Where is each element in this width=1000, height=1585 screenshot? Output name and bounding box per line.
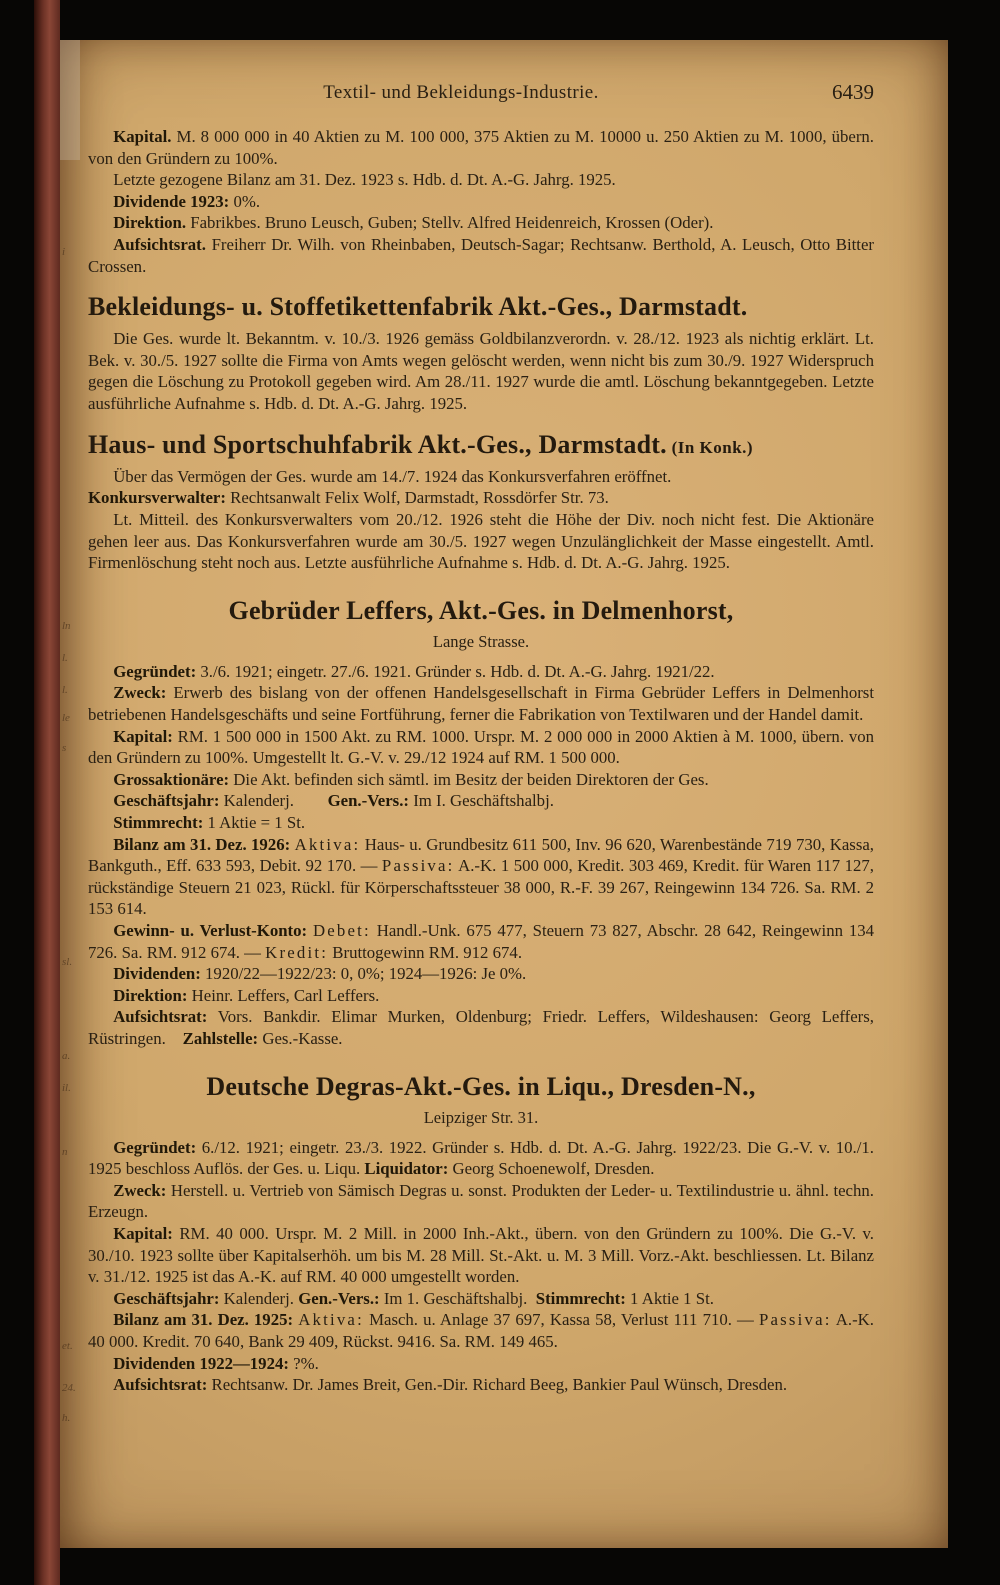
paragraph: Gegründet: 3./6. 1921; eingetr. 27./6. 1921. Gründer s. Hdb. d. Dt. A.-G. Jahrg. 1921/22. (113, 661, 715, 681)
field-label: Direktion. (113, 213, 187, 233)
field-label: Direktion: (113, 985, 188, 1005)
paragraph: Letzte gezogene Bilanz am 31. Dez. 1923 s. Hdb. d. Dt. A.-G. Jahrg. 1925. (113, 170, 616, 190)
field-label: Aufsichtsrat: (113, 1375, 208, 1395)
field-label: Zweck: (113, 683, 167, 703)
paragraph: Aufsichtsrat: Rechtsanw. Dr. James Breit, Gen.-Dir. Richard Beeg, Bankier Paul Wünsch, Dresden. (113, 1375, 788, 1395)
page-number: 6439 (832, 80, 874, 104)
ghost-text-fragment: il. (62, 1082, 71, 1094)
field-label: Stimmrecht: (535, 1288, 626, 1308)
field-label: Grossaktionäre: (113, 769, 230, 789)
field-label: Aufsichtsrat: (113, 1007, 208, 1027)
field-label: Bilanz am 31. Dez. 1926: (113, 834, 291, 854)
paragraph: Dividenden: 1920/22—1922/23: 0, 0%; 1924—1926: Je 0%. (113, 964, 527, 984)
paragraph: Kapital. M. 8 000 000 in 40 Aktien zu M. 100 000, 375 Aktien zu M. 10000 u. 250 Aktien zu M. 1000, übern. von den Gründern zu 100%. (88, 127, 874, 168)
entries (88, 126, 874, 1396)
field-label: Kapital: (113, 726, 173, 746)
ghost-text-fragment: l. (62, 652, 68, 664)
ghost-text-fragment: l. (62, 684, 68, 696)
emphasized-term: Passiva: (758, 1310, 832, 1330)
company-entry (88, 596, 874, 1050)
field-label: Dividende 1923: (113, 191, 230, 211)
field-label: Geschäftsjahr: (113, 791, 220, 811)
paragraph: Lt. Mitteil. des Konkursverwalters vom 20./12. 1926 steht die Höhe der Div. noch nicht fest. Die Aktionäre gehen leer aus. Das Konkursverfahren wurde am 30./5. 1927 wegen Unzulänglichkeit der Masse eingestellt. Amtl. Firmenlöschung steht noch aus. Letzte ausführliche Aufnahme s. Hdb. d. Dt. A.-G. Jahrg. 1925. (88, 509, 874, 573)
emphasized-term: Debet: (312, 920, 371, 940)
paragraph: Stimmrecht: 1 Aktie = 1 St. (113, 812, 306, 832)
paragraph: Kapital: RM. 40 000. Urspr. M. 2 Mill. in 2000 Inh.-Akt., übern. von den Gründern zu 100%. Die G.-V. v. 30./10. 1923 sollte über Kapitalserhöh. um bis M. 28 Mill. St.-Akt. u. M. 3 Mill. Vorz.-Akt. beschliessen. Lt. Bilanz v. 31./12. 1925 ist das A.-K. auf RM. 40 000 umgestellt worden. (88, 1224, 874, 1287)
paragraph: Direktion: Heinr. Leffers, Carl Leffers. (113, 985, 380, 1005)
ghost-text-fragment: h. (62, 1412, 71, 1424)
paragraph: Gewinn- u. Verlust-Konto: Debet: Handl.-Unk. 675 477, Steuern 73 827, Abschr. 28 642, Reingewinn 134 726. Sa. RM. 912 674. — Kredit: Bruttogewinn RM. 912 674. (88, 920, 874, 962)
field-label: Geschäftsjahr: (113, 1288, 220, 1308)
emphasized-term: Aktiva: (298, 1310, 364, 1330)
field-label: Konkursverwalter: (88, 488, 226, 508)
field-label: Kapital: (113, 1224, 173, 1243)
field-label: Kapital. (113, 127, 172, 146)
field-label: Gen.-Vers.: (327, 791, 409, 811)
scan-artifact (60, 40, 80, 160)
emphasized-term: Passiva: (381, 856, 455, 876)
field-label: Dividenden: (113, 964, 201, 984)
ghost-text-fragment: a. (62, 1050, 71, 1062)
field-label: Dividenden 1922—1924: (113, 1353, 289, 1373)
paragraph: Über das Vermögen der Ges. wurde am 14./7. 1924 das Konkursverfahren eröffnet. (113, 466, 672, 486)
field-label: Bilanz am 31. Dez. 1925: (113, 1310, 294, 1330)
ghost-text-fragment: ln (62, 620, 71, 632)
ghost-text-fragment: et. (62, 1340, 73, 1352)
company-heading: Bekleidungs- u. Stoffetikettenfabrik Akt.-Ges., Darmstadt. (88, 292, 748, 322)
ghost-text-fragment: le (62, 712, 70, 724)
paragraph: Geschäftsjahr: Kalenderj. Gen.-Vers.: Im I. Geschäftshalbj. (113, 791, 554, 811)
emphasized-term: Kredit: (265, 942, 329, 962)
company-heading: Gebrüder Leffers, Akt.-Ges. in Delmenhorst, (228, 595, 734, 625)
field-label: Zahlstelle: (182, 1028, 259, 1048)
emphasized-term: Aktiva: (294, 834, 361, 854)
ghost-text-fragment: 24. (62, 1382, 76, 1394)
paragraph: Geschäftsjahr: Kalenderj. Gen.-Vers.: Im 1. Geschäftshalbj. Stimmrecht: 1 Aktie 1 St. (113, 1288, 714, 1308)
running-title: Textil- und Bekleidungs-Industrie. (323, 82, 599, 103)
ghost-text-fragment: s (62, 742, 67, 754)
paragraph: Zweck: Herstell. u. Vertrieb von Sämisch Degras u. sonst. Produkten der Leder- u. Textilindustrie u. ähnl. techn. Erzeugn. (88, 1180, 874, 1222)
paragraph: Die Ges. wurde lt. Bekanntm. v. 10./3. 1926 gemäss Goldbilanzverordn. v. 28./12. 1923 als nichtig erklärt. Lt. Bek. v. 30./5. 1927 sollte die Firma von Amts wegen gelöscht werden, wenn nicht bis zum 30./9. 1927 Widerspruch gegen die Löschung zu Protokoll gegeben wird. Am 28./11. 1927 wurde die amtl. Löschung bekanntgegeben. Letzte ausführliche Aufnahme s. Hdb. d. Dt. A.-G. Jahrg. 1925. (88, 329, 874, 414)
paragraph: Gegründet: 6./12. 1921; eingetr. 23./3. 1922. Gründer s. Hdb. d. Dt. A.-G. Jahrg. 1922/23. Die G.-V. v. 10./1. 1925 beschloss Auflös. der Ges. u. Liqu. Liquidator: Georg Schoenewolf, Dresden. (88, 1137, 874, 1179)
heading-suffix: (In Konk.) (666, 437, 754, 457)
paragraph: Kapital: RM. 1 500 000 in 1500 Akt. zu RM. 1000. Urspr. M. 2 000 000 in 2000 Aktien à M. 1000, übern. von den Gründern zu 100%. Umgestellt lt. G.-V. v. 29./12 1924 auf RM. 1 500 000. (88, 726, 874, 768)
field-label: Stimmrecht: (113, 812, 204, 832)
paragraph: Dividende 1923: 0%. (113, 191, 261, 211)
ghost-text-fragment: n (62, 1146, 68, 1158)
ghost-text-fragment: sl. (62, 956, 73, 968)
paragraph: Bilanz am 31. Dez. 1925: Aktiva: Masch. u. Anlage 37 697, Kassa 58, Verlust 111 710. — Passiva: A.-K. 40 000. Kredit. 70 640, Bank 29 409, Rückst. 9416. Sa. RM. 149 465. (88, 1310, 874, 1351)
company-heading: Haus- und Sportschuhfabrik Akt.-Ges., Darmstadt. (In Konk.) (88, 429, 754, 459)
company-heading: Deutsche Degras-Akt.-Ges. in Liqu., Dresden-N., (206, 1071, 756, 1101)
paragraph: Bilanz am 31. Dez. 1926: Aktiva: Haus- u. Grundbesitz 611 500, Inv. 96 620, Warenbestände 719 730, Kassa, Bankguth., Eff. 633 593, Debit. 92 170. — Passiva: A.-K. 1 500 000, Kredit. 303 469, Kredit. für Waren 117 127, rückständige Steuern 21 023, Rückl. für Körperschaftssteuer 38 000, R.-F. 39 267, Reingewinn 134 726. Sa. RM. 2 153 614. (88, 834, 874, 919)
company-entry (88, 292, 874, 414)
paragraph: Dividenden 1922—1924: ?%. (113, 1353, 319, 1373)
book-spine (34, 0, 60, 1585)
field-label: Gegründet: (113, 1137, 197, 1157)
company-address: Lange Strasse. (432, 631, 530, 651)
field-label: Zweck: (113, 1180, 167, 1200)
company-entry (88, 126, 874, 277)
paragraph: Konkursverwalter: Rechtsanwalt Felix Wolf, Darmstadt, Rossdörfer Str. 73. (88, 488, 609, 508)
paragraph: Grossaktionäre: Die Akt. befinden sich sämtl. im Besitz der beiden Direktoren der Ges. (113, 769, 709, 789)
field-label: Gegründet: (113, 661, 197, 681)
field-label: Liquidator: (364, 1159, 449, 1179)
paragraph: Zweck: Erwerb des bislang von der offenen Handelsgesellschaft in Firma Gebrüder Leffers in Delmenhorst betriebenen Handelsgeschäfts und seine Fortführung, ferner die Fabrikation von Textilwaren und der Handel damit. (88, 683, 874, 725)
field-label: Gewinn- u. Verlust-Konto: (113, 920, 308, 940)
field-label: Aufsichtsrat. (113, 234, 206, 254)
paragraph: Aufsichtsrat. Freiherr Dr. Wilh. von Rheinbaben, Deutsch-Sagar; Rechtsanw. Berthold, A. Leusch, Otto Bitter Crossen. (88, 234, 874, 276)
paper-page (60, 40, 948, 1548)
paragraph: Aufsichtsrat: Vors. Bankdir. Elimar Murken, Oldenburg; Friedr. Leffers, Wildeshausen: Georg Leffers, Rüstringen. Zahlstelle: Ges.-Kasse. (88, 1007, 874, 1048)
company-entry (88, 430, 874, 574)
ghost-text-fragment: i (62, 246, 66, 258)
company-address: Leipziger Str. 31. (423, 1107, 539, 1127)
page-header (88, 82, 874, 110)
paragraph: Direktion. Fabrikbes. Bruno Leusch, Guben; Stellv. Alfred Heidenreich, Krossen (Oder). (113, 213, 714, 233)
field-label: Gen.-Vers.: (298, 1288, 380, 1308)
company-entry (88, 1072, 874, 1396)
